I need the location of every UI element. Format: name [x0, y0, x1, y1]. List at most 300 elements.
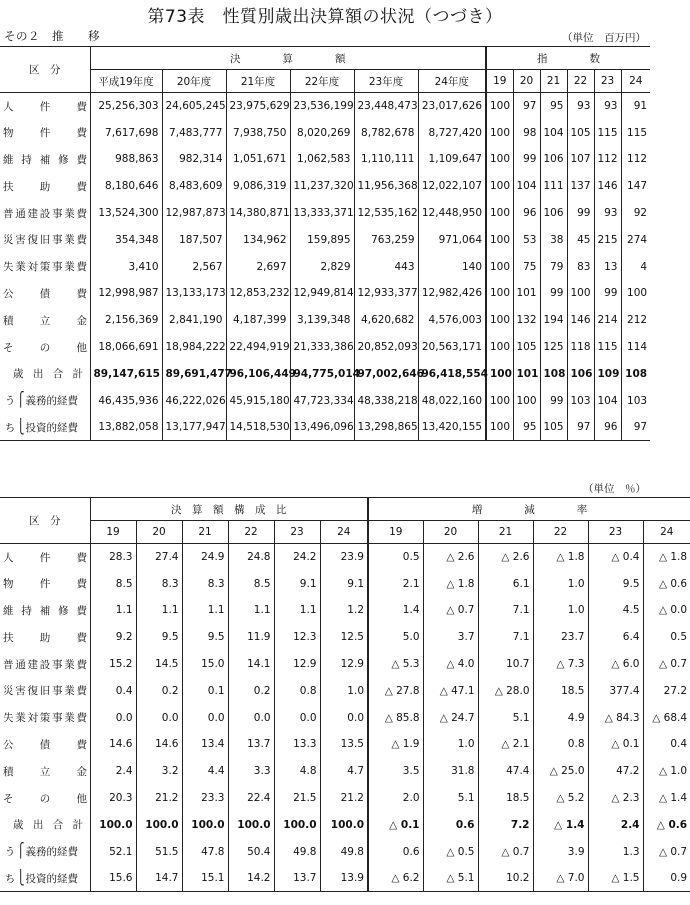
amount-cell: 1,110,111 — [354, 146, 418, 173]
index-cell: 13 — [594, 253, 621, 280]
uchi-label: う — [4, 846, 16, 859]
index-cell: 93 — [594, 93, 621, 120]
amount-cell: 763,259 — [354, 226, 418, 253]
composition-cell: 15.0 — [182, 651, 228, 678]
table-row — [0, 651, 690, 678]
row-label-char: 災 — [3, 234, 14, 247]
change-rate-cell: △ 28.0 — [478, 677, 533, 704]
change-rate-cell: 0.9 — [643, 865, 690, 892]
row-label — [0, 414, 90, 441]
table-row — [0, 731, 690, 758]
change-rate-cell: 27.2 — [643, 677, 690, 704]
composition-cell: 1.1 — [90, 597, 136, 624]
change-rate-cell: 3.5 — [368, 758, 423, 785]
amount-cell: 94,775,014 — [290, 360, 354, 387]
composition-cell: 11.9 — [228, 624, 274, 651]
amount-cell: 8,180,646 — [90, 173, 162, 200]
index-cell: 212 — [621, 307, 650, 334]
row-label-text — [3, 340, 87, 355]
table1-unit: （単位 百万円） — [562, 32, 646, 44]
row-label — [0, 253, 90, 280]
row-label-char: 普 — [3, 658, 14, 671]
index-cell: 100 — [486, 414, 513, 441]
composition-cell: 9.5 — [136, 624, 182, 651]
amount-cell: 89,691,477 — [162, 360, 226, 387]
index-cell: 93 — [594, 200, 621, 227]
table-row — [0, 811, 690, 838]
change-rate-cell: 31.8 — [423, 758, 478, 785]
amount-cell: 7,483,777 — [162, 119, 226, 146]
amount-cell: 3,410 — [90, 253, 162, 280]
row-label-char: 修 — [58, 153, 69, 166]
row-label-char: 歳 — [13, 819, 24, 832]
row-label-char: 計 — [72, 368, 83, 381]
amount-cell: 23,017,626 — [418, 93, 486, 120]
amount-cell: 7,617,698 — [90, 119, 162, 146]
composition-cell: 8.5 — [228, 570, 274, 597]
row-label-text — [3, 206, 87, 221]
composition-cell: 2.4 — [90, 758, 136, 785]
amount-cell: 89,147,615 — [90, 360, 162, 387]
index-cell: 109 — [594, 360, 621, 387]
composition-cell: 3.3 — [228, 758, 274, 785]
index-cell: 101 — [513, 280, 540, 307]
row-label-char: 合 — [52, 819, 64, 832]
index-cell: 103 — [567, 387, 594, 414]
change-rate-cell: 4.5 — [588, 597, 643, 624]
brace-icon: ⎩ — [17, 870, 25, 886]
row-label-text — [3, 603, 87, 618]
row-label-char: 積 — [3, 765, 14, 778]
index-group-header: 指 数 — [486, 47, 650, 70]
index-cell: 100 — [513, 387, 540, 414]
amount-cell: 2,567 — [162, 253, 226, 280]
index-cell: 214 — [594, 307, 621, 334]
amount-cell: 21,333,386 — [290, 334, 354, 361]
table-row — [0, 838, 690, 865]
row-label — [0, 758, 90, 785]
change-rate-cell: 47.2 — [588, 758, 643, 785]
row-label-text: 義務的経費 — [25, 395, 78, 408]
row-label-char: 件 — [39, 551, 51, 564]
composition-cell: 9.2 — [90, 624, 136, 651]
index-cell: 4 — [621, 253, 650, 280]
change-rate-cell: 6.4 — [588, 624, 643, 651]
index-cell: 100 — [486, 200, 513, 227]
amount-cell: 9,086,319 — [226, 173, 290, 200]
index-cell: 83 — [567, 253, 594, 280]
change-rate-cell: 6.1 — [478, 570, 533, 597]
row-label-char: 策 — [39, 261, 51, 274]
row-label-char: 計 — [72, 819, 83, 832]
row-label-char: 助 — [39, 631, 51, 644]
change-rate-cell: 3.9 — [533, 838, 588, 865]
row-label-char: 歳 — [13, 368, 24, 381]
table-row — [0, 280, 650, 307]
amount-cell: 2,841,190 — [162, 307, 226, 334]
amount-cell: 140 — [418, 253, 486, 280]
brace-icon: ⎧ — [17, 843, 25, 860]
change-rate-cell: △ 1.5 — [588, 865, 643, 892]
change-rate-cell: △ 85.8 — [368, 704, 423, 731]
amount-cell: 13,420,155 — [418, 414, 486, 441]
row-label-text — [3, 286, 87, 301]
index-cell: 91 — [621, 93, 650, 120]
change-rate-cell: 1.4 — [368, 597, 423, 624]
composition-rate-table — [0, 497, 690, 892]
table-row — [0, 624, 690, 651]
year-header: 21年度 — [226, 70, 290, 93]
row-label-char: 通 — [15, 207, 26, 220]
row-label-char: 費 — [76, 551, 87, 564]
row-header-label: 区 分 — [0, 498, 90, 544]
row-label-char: 失 — [3, 712, 14, 725]
row-label-text — [3, 313, 87, 328]
amount-cell: 12,998,987 — [90, 280, 162, 307]
row-label-char: 積 — [3, 314, 14, 327]
amount-cell: 13,133,173 — [162, 280, 226, 307]
change-rate-cell: △ 0.7 — [643, 838, 690, 865]
composition-cell: 0.4 — [90, 677, 136, 704]
index-cell: 100 — [486, 119, 513, 146]
page-title: 第73表 性質別歳出決算額の状況（つづき） — [147, 7, 503, 27]
row-label — [0, 93, 90, 120]
amount-cell: 1,062,583 — [290, 146, 354, 173]
table-row — [0, 865, 690, 892]
composition-cell: 4.8 — [274, 758, 320, 785]
row-label-char: 事 — [52, 685, 63, 698]
amount-cell: 14,380,871 — [226, 200, 290, 227]
row-label — [0, 624, 90, 651]
row-label-char: 件 — [39, 578, 51, 591]
amount-cell: 23,448,473 — [354, 93, 418, 120]
change-rate-cell: △ 2.6 — [423, 544, 478, 571]
composition-cell: 4.7 — [320, 758, 368, 785]
amount-cell: 2,829 — [290, 253, 354, 280]
row-label-char: 失 — [3, 261, 14, 274]
table-row — [0, 387, 650, 414]
row-label-char: 費 — [76, 604, 87, 617]
amount-cell: 46,222,026 — [162, 387, 226, 414]
composition-group-header: 決 算 額 構 成 比 — [90, 498, 368, 521]
index-cell: 137 — [567, 173, 594, 200]
row-label-char: 持 — [21, 604, 32, 617]
amount-cell: 8,020,269 — [290, 119, 354, 146]
row-label-char: 維 — [3, 153, 14, 166]
index-cell: 101 — [513, 360, 540, 387]
year-header: 24 — [621, 70, 650, 93]
amount-cell: 8,483,609 — [162, 173, 226, 200]
amount-cell: 13,177,947 — [162, 414, 226, 441]
row-label-char: 公 — [3, 287, 14, 300]
brace-icon: ⎧ — [17, 392, 25, 409]
amount-cell: 13,524,300 — [90, 200, 162, 227]
amount-cell: 8,782,678 — [354, 119, 418, 146]
row-label-text — [3, 764, 87, 779]
row-label-char: 件 — [39, 100, 51, 113]
amount-cell: 47,723,334 — [290, 387, 354, 414]
composition-cell: 0.0 — [320, 704, 368, 731]
composition-cell: 21.5 — [274, 785, 320, 812]
change-rate-cell: △ 7.3 — [533, 651, 588, 678]
change-rate-group-header: 増 減 率 — [368, 498, 690, 521]
change-rate-cell: △ 0.1 — [368, 811, 423, 838]
composition-cell: 8.5 — [90, 570, 136, 597]
composition-cell: 12.9 — [320, 651, 368, 678]
composition-cell: 49.8 — [320, 838, 368, 865]
change-rate-cell: 2.1 — [368, 570, 423, 597]
amount-cell: 97,002,646 — [354, 360, 418, 387]
row-label — [0, 838, 90, 865]
year-header: 20 — [136, 521, 182, 544]
composition-cell: 1.0 — [320, 677, 368, 704]
year-header: 21 — [478, 521, 533, 544]
amount-cell: 4,187,399 — [226, 307, 290, 334]
row-label-char: 合 — [52, 368, 64, 381]
amount-cell: 2,156,369 — [90, 307, 162, 334]
change-rate-cell: △ 27.8 — [368, 677, 423, 704]
brace-icon: ⎩ — [17, 419, 25, 435]
row-header-label: 区 分 — [0, 47, 90, 93]
row-label-char: 費 — [76, 578, 87, 591]
change-rate-cell: △ 2.1 — [478, 731, 533, 758]
row-label-char: 債 — [39, 287, 51, 300]
row-label-char: 費 — [76, 658, 87, 671]
amount-cell: 46,435,936 — [90, 387, 162, 414]
index-cell: 114 — [621, 334, 650, 361]
index-cell: 108 — [540, 360, 567, 387]
change-rate-cell: 18.5 — [533, 677, 588, 704]
year-header: 20年度 — [162, 70, 226, 93]
row-label-char: 補 — [39, 153, 51, 166]
index-cell: 104 — [513, 173, 540, 200]
table-row — [0, 544, 690, 571]
change-rate-cell: 7.1 — [478, 624, 533, 651]
change-rate-cell: △ 2.6 — [478, 544, 533, 571]
row-label-char: 災 — [3, 685, 14, 698]
index-cell: 99 — [567, 200, 594, 227]
composition-cell: 0.2 — [136, 677, 182, 704]
row-label — [0, 280, 90, 307]
amount-cell: 13,298,865 — [354, 414, 418, 441]
amount-cell: 48,022,160 — [418, 387, 486, 414]
composition-cell: 13.7 — [274, 865, 320, 892]
row-label-char: 費 — [76, 287, 87, 300]
change-rate-cell: △ 1.8 — [533, 544, 588, 571]
composition-cell: 27.4 — [136, 544, 182, 571]
composition-cell: 15.6 — [90, 865, 136, 892]
index-cell: 98 — [513, 119, 540, 146]
composition-cell: 24.2 — [274, 544, 320, 571]
year-header: 21 — [182, 521, 228, 544]
amount-cell: 354,348 — [90, 226, 162, 253]
year-header: 22年度 — [290, 70, 354, 93]
row-label-text — [3, 710, 87, 725]
change-rate-cell: 2.0 — [368, 785, 423, 812]
amount-cell: 96,106,449 — [226, 360, 290, 387]
composition-cell: 9.5 — [182, 624, 228, 651]
composition-cell: 14.1 — [228, 651, 274, 678]
amount-cell: 971,064 — [418, 226, 486, 253]
change-rate-cell: △ 7.0 — [533, 865, 588, 892]
index-cell: 118 — [567, 334, 594, 361]
row-label-char: 策 — [39, 712, 51, 725]
index-cell: 108 — [621, 360, 650, 387]
change-rate-cell: △ 24.7 — [423, 704, 478, 731]
table-row — [0, 146, 650, 173]
row-label-text — [3, 179, 87, 194]
row-label-text — [3, 737, 87, 752]
amount-cell: 20,563,171 — [418, 334, 486, 361]
row-label — [0, 811, 90, 838]
index-cell: 100 — [486, 226, 513, 253]
row-label — [0, 173, 90, 200]
index-cell: 99 — [540, 280, 567, 307]
index-cell: 274 — [621, 226, 650, 253]
index-cell: 100 — [486, 360, 513, 387]
change-rate-cell: 5.1 — [423, 785, 478, 812]
row-label-text — [13, 366, 83, 381]
amount-cell: 12,853,232 — [226, 280, 290, 307]
row-label — [0, 570, 90, 597]
year-header: 23 — [274, 521, 320, 544]
index-cell: 45 — [567, 226, 594, 253]
table-row — [0, 119, 650, 146]
row-label-char: 事 — [52, 712, 63, 725]
row-label-char: 業 — [64, 685, 75, 698]
index-cell: 97 — [567, 414, 594, 441]
index-cell: 106 — [540, 200, 567, 227]
composition-cell: 0.0 — [228, 704, 274, 731]
composition-cell: 13.5 — [320, 731, 368, 758]
composition-cell: 14.7 — [136, 865, 182, 892]
amount-cell: 13,882,058 — [90, 414, 162, 441]
composition-cell: 21.2 — [320, 785, 368, 812]
row-label-char: 業 — [64, 712, 75, 725]
row-label-text — [3, 683, 87, 698]
change-rate-cell: △ 1.4 — [533, 811, 588, 838]
change-rate-cell: △ 2.3 — [588, 785, 643, 812]
amount-cell: 134,962 — [226, 226, 290, 253]
composition-cell: 13.9 — [320, 865, 368, 892]
change-rate-cell: 1.3 — [588, 838, 643, 865]
change-rate-cell: △ 0.7 — [643, 651, 690, 678]
composition-cell: 4.4 — [182, 758, 228, 785]
amount-cell: 11,237,320 — [290, 173, 354, 200]
amount-cell: 443 — [354, 253, 418, 280]
composition-cell: 47.8 — [182, 838, 228, 865]
row-label-char: 旧 — [39, 685, 51, 698]
index-cell: 95 — [513, 414, 540, 441]
index-cell: 115 — [621, 119, 650, 146]
index-cell: 100 — [486, 307, 513, 334]
change-rate-cell: △ 47.1 — [423, 677, 478, 704]
row-label — [0, 544, 90, 571]
change-rate-cell: 2.4 — [588, 811, 643, 838]
change-rate-cell: △ 0.7 — [423, 597, 478, 624]
row-label — [0, 651, 90, 678]
row-label-char: 業 — [64, 658, 75, 671]
change-rate-cell: △ 6.2 — [368, 865, 423, 892]
change-rate-cell: 9.5 — [588, 570, 643, 597]
row-label-char: 費 — [76, 738, 87, 751]
change-rate-cell: △ 4.0 — [423, 651, 478, 678]
index-cell: 125 — [540, 334, 567, 361]
index-cell: 104 — [540, 119, 567, 146]
amount-cell: 22,494,919 — [226, 334, 290, 361]
year-header: 平成19年度 — [90, 70, 162, 93]
row-label-char: 害 — [15, 234, 26, 247]
year-header: 22 — [533, 521, 588, 544]
row-label-char: 対 — [27, 261, 38, 274]
index-cell: 53 — [513, 226, 540, 253]
table-row — [0, 704, 690, 731]
row-label-char: 修 — [58, 604, 69, 617]
row-label-char: 持 — [21, 153, 32, 166]
year-header: 22 — [567, 70, 594, 93]
index-cell: 99 — [594, 280, 621, 307]
composition-cell: 12.3 — [274, 624, 320, 651]
row-label — [0, 704, 90, 731]
row-label — [0, 226, 90, 253]
composition-cell: 100.0 — [90, 811, 136, 838]
composition-cell: 0.0 — [274, 704, 320, 731]
row-label-char: そ — [3, 341, 14, 354]
table-row — [0, 93, 650, 120]
amount-cell: 14,518,530 — [226, 414, 290, 441]
composition-cell: 20.3 — [90, 785, 136, 812]
change-rate-cell: 5.0 — [368, 624, 423, 651]
amount-cell: 12,535,162 — [354, 200, 418, 227]
change-rate-cell: 4.9 — [533, 704, 588, 731]
row-label-char: 扶 — [3, 180, 14, 193]
row-label-char: 費 — [76, 127, 87, 140]
row-label-char: 費 — [76, 261, 87, 274]
row-label-char: 費 — [76, 100, 87, 113]
index-cell: 97 — [621, 414, 650, 441]
composition-cell: 1.2 — [320, 597, 368, 624]
amount-cell: 12,448,950 — [418, 200, 486, 227]
row-label-char: 事 — [52, 658, 63, 671]
composition-cell: 24.8 — [228, 544, 274, 571]
row-label-char: 業 — [64, 261, 75, 274]
amount-cell: 23,975,629 — [226, 93, 290, 120]
row-label-char: 公 — [3, 738, 14, 751]
settlement-group-header: 決 算 額 — [90, 47, 486, 70]
amount-cell: 23,536,199 — [290, 93, 354, 120]
row-label-char: 費 — [76, 234, 87, 247]
row-label-char: の — [39, 341, 51, 354]
row-label-char: 出 — [32, 819, 44, 832]
composition-cell: 1.1 — [228, 597, 274, 624]
composition-cell: 0.2 — [228, 677, 274, 704]
row-label-char: 費 — [76, 207, 87, 220]
change-rate-cell: 3.7 — [423, 624, 478, 651]
change-rate-cell: 10.2 — [478, 865, 533, 892]
row-label — [0, 677, 90, 704]
index-cell: 146 — [567, 307, 594, 334]
composition-cell: 1.1 — [274, 597, 320, 624]
row-label-char: 旧 — [39, 234, 51, 247]
row-label-char: 業 — [64, 234, 75, 247]
year-header: 19 — [368, 521, 423, 544]
index-cell: 194 — [540, 307, 567, 334]
change-rate-cell: △ 1.8 — [643, 544, 690, 571]
amount-cell: 1,109,647 — [418, 146, 486, 173]
table-row — [0, 758, 690, 785]
year-header: 20 — [423, 521, 478, 544]
index-cell: 99 — [540, 387, 567, 414]
